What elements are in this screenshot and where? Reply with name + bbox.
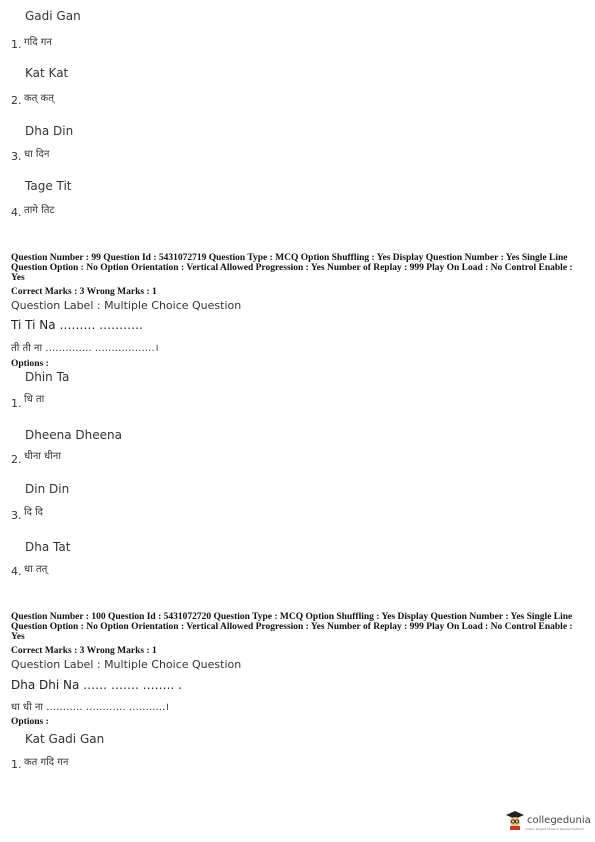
logo-name: collegedunia	[527, 815, 591, 826]
option-english: Kat Kat	[25, 66, 69, 80]
option-english: Dheena Dheena	[25, 428, 122, 442]
option-english: Gadi Gan	[25, 9, 81, 23]
option-number: 4.	[11, 565, 22, 578]
question-meta: Question Number : 99 Question Id : 5431072719 Question Type : MCQ Option Shuffling : Yes Display Question Number : Yes Single Line Question Option : No Option Orientation : Vertical Allowed Progression : Yes Number of Replay : 999 Play On Load : No Control Enable : Yes	[11, 253, 573, 283]
question-label: Question Label : Multiple Choice Question	[11, 299, 242, 312]
option-hindi: तागे तिट	[24, 205, 55, 216]
option-hindi: धीना धीना	[24, 451, 61, 462]
option-english: Dhin Ta	[25, 370, 70, 384]
option-hindi: धा तत्	[24, 564, 48, 575]
option-number: 1.	[11, 758, 22, 771]
option-number: 4.	[11, 206, 22, 219]
option-hindi: दि दि	[24, 507, 43, 518]
option-english: Dha Din	[25, 124, 74, 138]
options-label: Options :	[11, 717, 49, 727]
question-marks: Correct Marks : 3 Wrong Marks : 1	[11, 646, 157, 656]
question-label: Question Label : Multiple Choice Question	[11, 658, 242, 671]
option-hindi: धा दिन	[24, 149, 50, 160]
question-marks: Correct Marks : 3 Wrong Marks : 1	[11, 287, 157, 297]
question-text-hindi: धा धी ना ……….. ………… ………..।	[11, 702, 170, 713]
option-number: 2.	[11, 94, 22, 107]
logo-tagline: India's largest Student Review Platform	[525, 827, 585, 831]
question-text: Dha Dhi Na …… ……. …….. .	[11, 678, 182, 692]
question-text: Ti Ti Na ……… ………..	[11, 318, 143, 332]
option-hindi: कत् कत्	[24, 93, 54, 104]
question-text-hindi: ती ती ना ………….. ………………।	[11, 343, 159, 354]
option-number: 1.	[11, 38, 22, 51]
options-label: Options :	[11, 359, 49, 369]
option-hindi: कत गदि गन	[24, 757, 69, 768]
option-english: Tage Tit	[25, 179, 72, 193]
collegedunia-logo	[505, 808, 591, 831]
option-number: 3.	[11, 509, 22, 522]
graduate-mascot-icon	[505, 810, 525, 830]
option-number: 1.	[11, 397, 22, 410]
question-meta: Question Number : 100 Question Id : 5431072720 Question Type : MCQ Option Shuffling : Yes Display Question Number : Yes Single Line Question Option : No Option Orientation : Vertical Allowed Progression : Yes Number of Replay : 999 Play On Load : No Control Enable : Yes	[11, 612, 573, 642]
option-english: Din Din	[25, 482, 70, 496]
option-number: 3.	[11, 150, 22, 163]
option-hindi: गदि गन	[24, 37, 52, 48]
option-hindi: धि ता	[24, 394, 45, 405]
option-number: 2.	[11, 453, 22, 466]
option-english: Dha Tat	[25, 540, 71, 554]
option-english: Kat Gadi Gan	[25, 732, 105, 746]
